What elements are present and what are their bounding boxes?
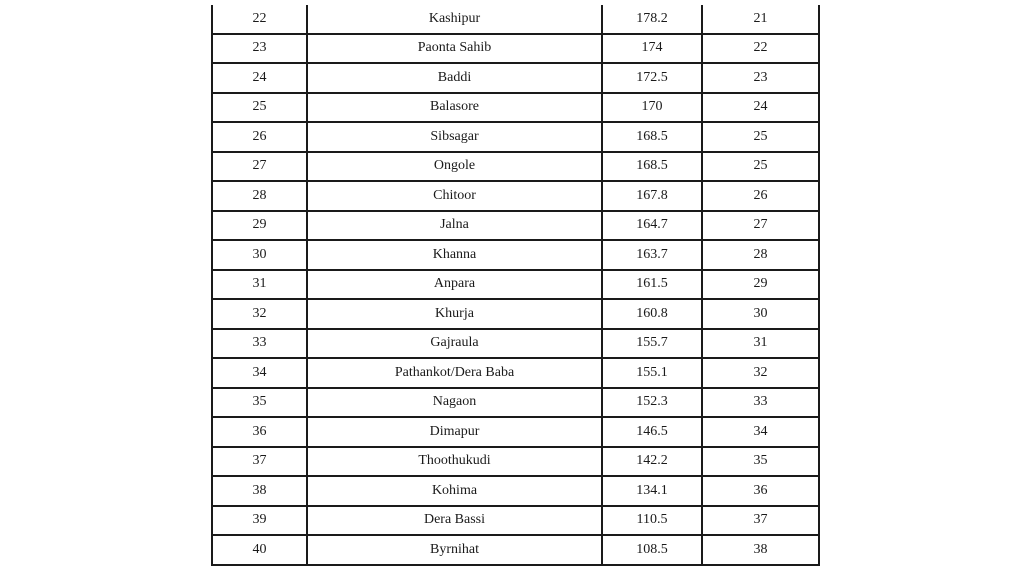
value-cell: 142.2 [602,447,702,477]
table-row [212,388,819,418]
city-cell: Ongole [307,152,602,182]
table-row [212,447,819,477]
table-row [212,5,819,34]
rank-cell: 30 [702,299,819,329]
city-cell: Jalna [307,211,602,241]
rank-cell: 23 [702,63,819,93]
table-row [212,34,819,64]
row-number-cell: 28 [212,181,307,211]
city-cell: Paonta Sahib [307,34,602,64]
rank-cell: 21 [702,5,819,34]
value-cell: 174 [602,34,702,64]
value-cell: 155.7 [602,329,702,359]
table-row [212,270,819,300]
rank-cell: 25 [702,152,819,182]
table-row [212,122,819,152]
row-number-cell: 23 [212,34,307,64]
rank-cell: 26 [702,181,819,211]
city-cell: Kohima [307,476,602,506]
row-number-cell: 24 [212,63,307,93]
rank-cell: 28 [702,240,819,270]
row-number-cell: 27 [212,152,307,182]
city-cell: Chitoor [307,181,602,211]
table-row [212,417,819,447]
row-number-cell: 40 [212,535,307,565]
table-row [212,181,819,211]
rank-cell: 34 [702,417,819,447]
table-row [212,329,819,359]
row-number-cell: 29 [212,211,307,241]
row-number-cell: 35 [212,388,307,418]
city-cell: Khanna [307,240,602,270]
row-number-cell: 36 [212,417,307,447]
table-row [212,299,819,329]
value-cell: 168.5 [602,122,702,152]
rank-cell: 24 [702,93,819,123]
rank-cell: 38 [702,535,819,565]
value-cell: 178.2 [602,5,702,34]
ranking-table [211,5,820,566]
value-cell: 134.1 [602,476,702,506]
city-cell: Dera Bassi [307,506,602,536]
city-cell: Gajraula [307,329,602,359]
value-cell: 108.5 [602,535,702,565]
city-cell: Thoothukudi [307,447,602,477]
row-number-cell: 25 [212,93,307,123]
row-number-cell: 32 [212,299,307,329]
city-cell: Khurja [307,299,602,329]
city-cell: Sibsagar [307,122,602,152]
city-cell: Dimapur [307,417,602,447]
table-row [212,506,819,536]
row-number-cell: 30 [212,240,307,270]
table-row [212,476,819,506]
value-cell: 160.8 [602,299,702,329]
table-row [212,152,819,182]
value-cell: 167.8 [602,181,702,211]
table-row [212,240,819,270]
value-cell: 155.1 [602,358,702,388]
table-row [212,93,819,123]
city-cell: Balasore [307,93,602,123]
rank-cell: 33 [702,388,819,418]
rank-cell: 27 [702,211,819,241]
value-cell: 161.5 [602,270,702,300]
city-cell: Anpara [307,270,602,300]
value-cell: 168.5 [602,152,702,182]
rank-cell: 36 [702,476,819,506]
rank-cell: 37 [702,506,819,536]
table-row [212,535,819,565]
value-cell: 170 [602,93,702,123]
rank-cell: 29 [702,270,819,300]
value-cell: 110.5 [602,506,702,536]
city-cell: Byrnihat [307,535,602,565]
value-cell: 146.5 [602,417,702,447]
row-number-cell: 33 [212,329,307,359]
value-cell: 164.7 [602,211,702,241]
row-number-cell: 31 [212,270,307,300]
table-row [212,63,819,93]
city-cell: Pathankot/Dera Baba [307,358,602,388]
city-cell: Nagaon [307,388,602,418]
rank-cell: 35 [702,447,819,477]
rank-cell: 25 [702,122,819,152]
value-cell: 172.5 [602,63,702,93]
table-body [212,5,819,565]
rank-cell: 31 [702,329,819,359]
value-cell: 152.3 [602,388,702,418]
city-cell: Baddi [307,63,602,93]
city-cell: Kashipur [307,5,602,34]
rank-cell: 22 [702,34,819,64]
value-cell: 163.7 [602,240,702,270]
row-number-cell: 22 [212,5,307,34]
row-number-cell: 37 [212,447,307,477]
row-number-cell: 34 [212,358,307,388]
row-number-cell: 39 [212,506,307,536]
table-row [212,211,819,241]
row-number-cell: 26 [212,122,307,152]
row-number-cell: 38 [212,476,307,506]
rank-cell: 32 [702,358,819,388]
table-row [212,358,819,388]
